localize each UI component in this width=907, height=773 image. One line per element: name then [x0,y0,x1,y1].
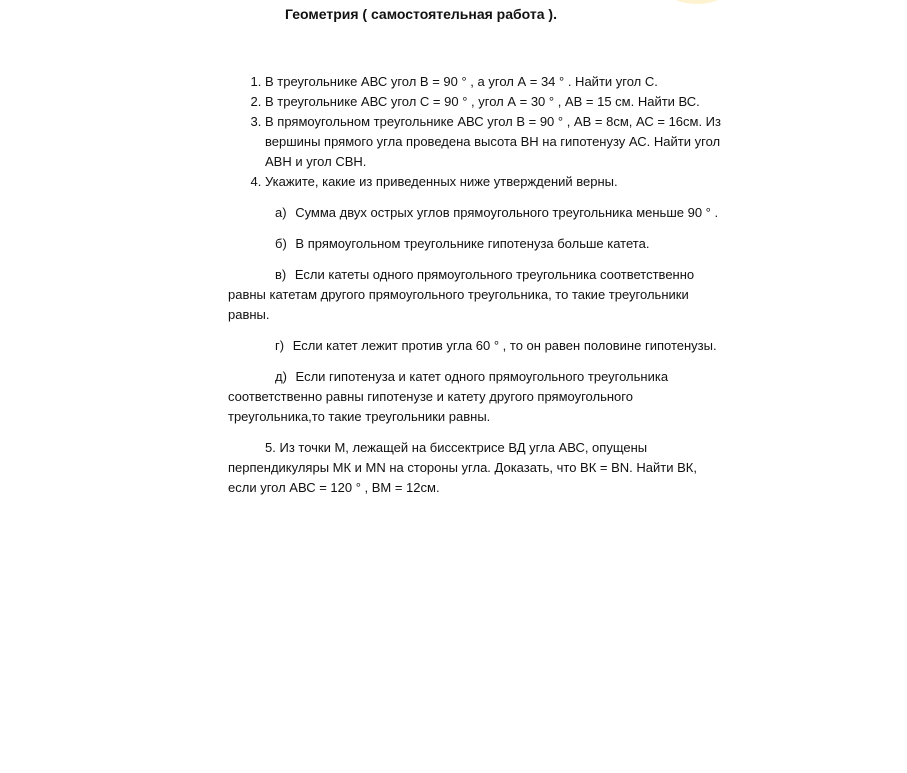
task-2: 2. В треугольнике АВС угол С = 90 ° , угол А = 30 ° , АВ = 15 см. Найти ВС. [265,92,728,112]
statement-b [228,234,728,254]
statement-v [228,265,728,325]
task-4: 4. Укажите, какие из приведенных ниже утверждений верны. [265,172,728,192]
task-5 [228,438,728,498]
statement-g [228,336,728,356]
statement-a [228,203,728,223]
statement-letter: в) [275,267,287,282]
statement-text: Если гипотенуза и катет одного прямоугольного треугольника соответственно равны гипотенузе и катету другого прямоугольного треугольника,то такие треугольники равны. [228,369,669,424]
statement-text: Если катеты одного прямоугольного треугольника соответственно равны катетам другого прямоугольного треугольника, то такие треугольники равны. [228,267,695,322]
task-5-number: 5. [265,440,276,455]
corner-decoration [668,0,726,4]
statement-text: Если катет лежит против угла 60 ° , то он равен половине гипотенузы. [292,338,717,353]
statement-d [228,367,728,427]
statement-text: Сумма двух острых углов прямоугольного треугольника меньше 90 ° . [295,205,719,220]
task-3: 3. В прямоугольном треугольнике АВС угол В = 90 ° , АВ = 8см, АС = 16см. Из вершины прямого угла проведена высота ВН на гипотенузу АС. Найти угол АВН и угол СВН. [265,112,728,172]
task-1: 1. В треугольнике АВС угол В = 90 ° , а угол А = 34 ° . Найти угол С. [265,72,728,92]
task-list [228,72,728,192]
document-body [228,72,728,498]
statement-letter: а) [275,205,287,220]
document-title: Геометрия ( самостоятельная работа ). [285,6,557,22]
task-5-text: Из точки М, лежащей на биссектрисе ВД угла АВС, опущены перпендикуляры МК и МN на стороны угла. Доказать, что ВК = BN. Найти ВК, если угол АВС = 120 ° , ВМ = 12см. [228,440,697,495]
statement-letter: б) [275,236,287,251]
statement-letter: д) [275,369,287,384]
statement-text: В прямоугольном треугольнике гипотенуза больше катета. [295,236,650,251]
statement-letter: г) [275,338,285,353]
